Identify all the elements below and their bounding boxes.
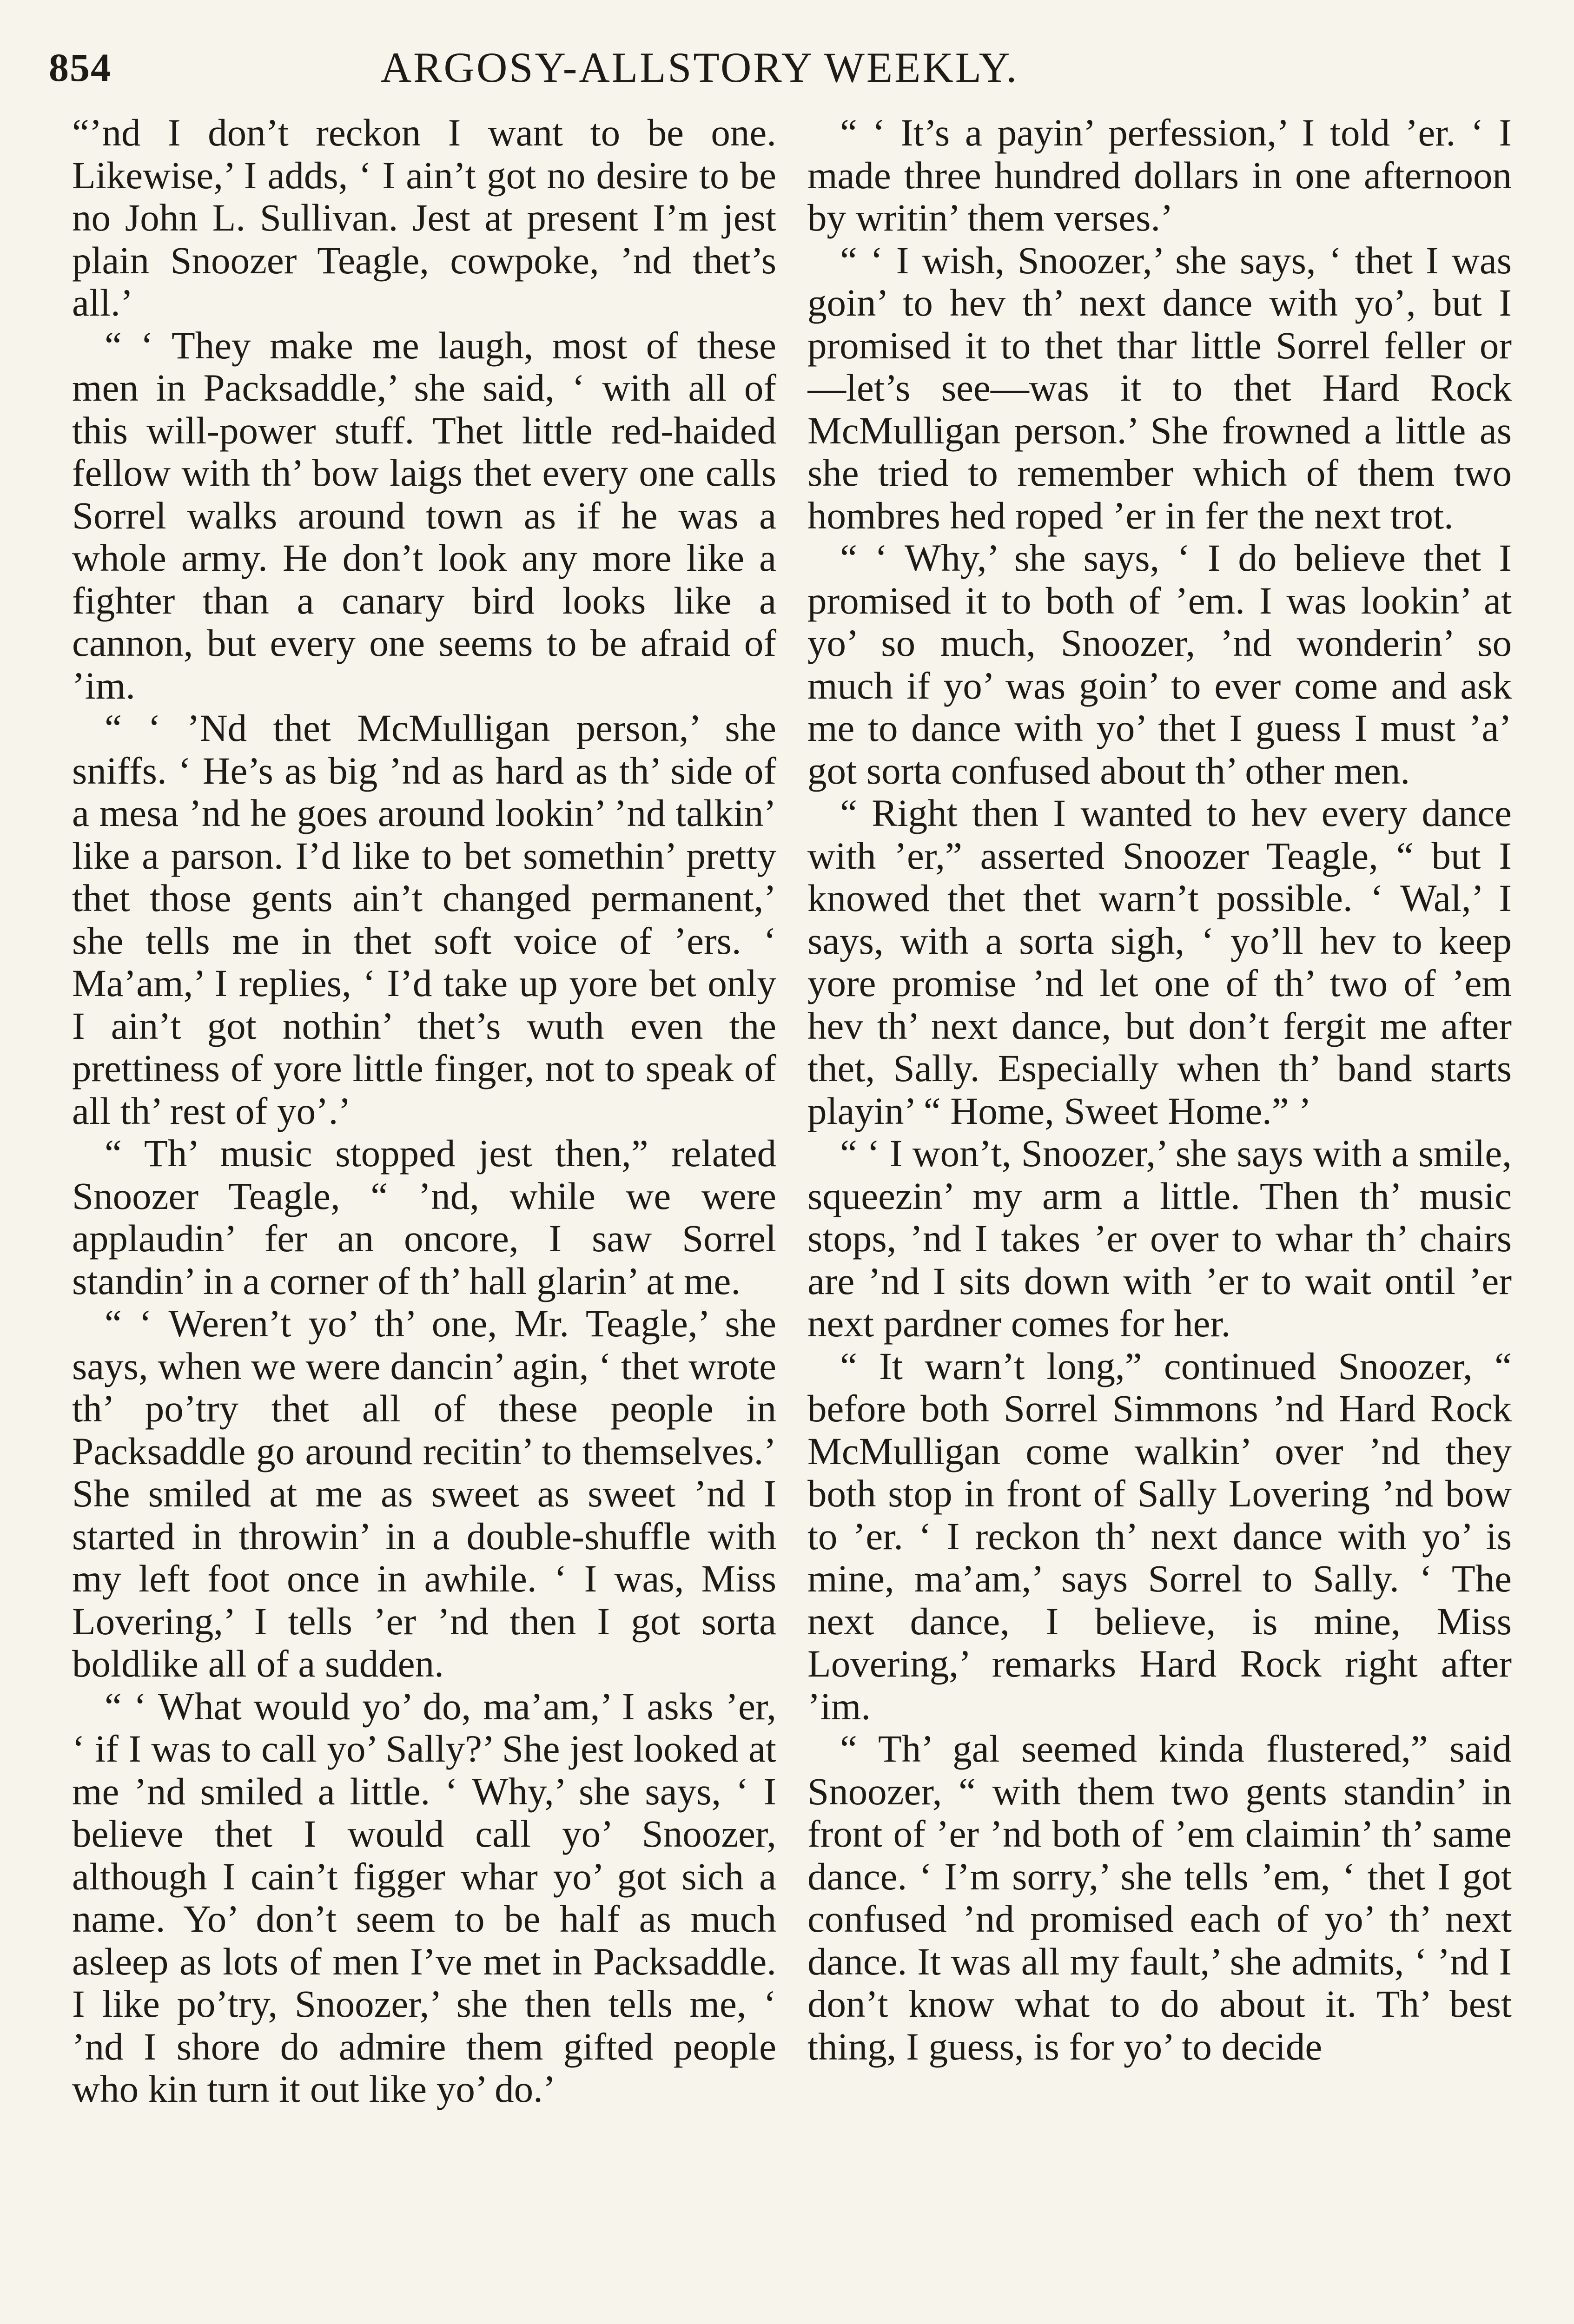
left-column	[72, 112, 776, 2324]
paragraph: “’nd I don’t reckon I want to be one. Likewise,’ I adds, ‘ I ain’t got no desire to be no John L. Sullivan. Jest at present I’m jest plain Snoozer Teagle, cowpoke, ’nd thet’s all.’	[72, 112, 776, 324]
paragraph: “ Th’ music stopped jest then,” related Snoozer Teagle, “ ’nd, while we were applaudin’ fer an oncore, I saw Sorrel standin’ in a corner of th’ hall glarin’ at me.	[72, 1132, 776, 1302]
right-column	[807, 112, 1512, 2324]
paragraph: “ ‘ ’Nd thet McMulligan person,’ she sniffs. ‘ He’s as big ’nd as hard as th’ side of a mesa ’nd he goes around lookin’ ’nd talkin’ like a parson. I’d like to bet somethin’ pretty thet those gents ain’t changed permanent,’ she tells me in thet soft voice of ’ers. ‘ Ma’am,’ I replies, ‘ I’d take up yore bet only I ain’t got nothin’ thet’s wuth even the prettiness of yore little finger, not to speak of all th’ rest of yo’.’	[72, 706, 776, 1132]
paragraph: “ ‘ They make me laugh, most of these men in Packsaddle,’ she said, ‘ with all of this will-power stuff. Thet little red-haided fellow with th’ bow laigs thet every one calls Sorrel walks around town as if he was a whole army. He don’t look any more like a fighter than a canary bird looks like a cannon, but every one seems to be afraid of ’im.	[72, 324, 776, 707]
paragraph: “ ‘ Why,’ she says, ‘ I do believe thet I promised it to both of ’em. I was lookin’ at yo’ so much, Snoozer, ’nd wonderin’ so much if yo’ was goin’ to ever come and ask me to dance with yo’ thet I guess I must ’a’ got sorta confused about th’ other men.	[807, 536, 1512, 792]
paragraph: “ Th’ gal seemed kinda flustered,” said Snoozer, “ with them two gents standin’ in front of ’er ’nd both of ’em claimin’ th’ same dance. ‘ I’m sorry,’ she tells ’em, ‘ thet I got confused ’nd promised each of yo’ th’ next dance. It was all my fault,’ she admits, ‘ ’nd I don’t know what to do about it. Th’ best thing, I guess, is for yo’ to decide	[807, 1727, 1512, 2068]
paragraph: “ It warn’t long,” continued Snoozer, “ before both Sorrel Simmons ’nd Hard Rock McMulligan come walkin’ over ’nd they both stop in front of Sally Lovering ’nd bow to ’er. ‘ I reckon th’ next dance with yo’ is mine, ma’am,’ says Sorrel to Sally. ‘ The next dance, I believe, is mine, Miss Lovering,’ remarks Hard Rock right after ’im.	[807, 1344, 1512, 1728]
paragraph: “ ‘ I won’t, Snoozer,’ she says with a smile, squeezin’ my arm a little. Then th’ music stops, ’nd I takes ’er over to whar th’ chairs are ’nd I sits down with ’er to wait ontil ’er next pardner comes for her.	[807, 1132, 1512, 1345]
page-header	[49, 33, 1536, 102]
paragraph: “ Right then I wanted to hev every dance with ’er,” asserted Snoozer Teagle, “ but I knowed thet thet warn’t possible. ‘ Wal,’ I says, with a sorta sigh, ‘ yo’ll hev to keep yore promise ’nd let one of th’ two of ’em hev th’ next dance, but don’t fergit me after thet, Sally. Especially when th’ band starts playin’ “ Home, Sweet Home.” ’	[807, 792, 1512, 1132]
page-number: 854	[49, 45, 112, 90]
paragraph: “ ‘ What would yo’ do, ma’am,’ I asks ’er, ‘ if I was to call yo’ Sally?’ She jest looked at me ’nd smiled a little. ‘ Why,’ she says, ‘ I believe thet I would call yo’ Snoozer, although I cain’t figger whar yo’ got sich a name. Yo’ don’t seem to be half as much asleep as lots of men I’ve met in Packsaddle. I like po’try, Snoozer,’ she then tells me, ‘ ’nd I shore do admire them gifted people who kin turn it out like yo’ do.’	[72, 1684, 776, 2110]
paragraph: “ ‘ Weren’t yo’ th’ one, Mr. Teagle,’ she says, when we were dancin’ agin, ‘ thet wrote th’ po’try thet all of these people in Packsaddle go around recitin’ to themselves.’ She smiled at me as sweet as sweet ’nd I started in throwin’ in a double-shuffle with my left foot once in awhile. ‘ I was, Miss Lovering,’ I tells ’er ’nd then I got sorta boldlike all of a sudden.	[72, 1302, 776, 1685]
paragraph: “ ‘ I wish, Snoozer,’ she says, ‘ thet I was goin’ to hev th’ next dance with yo’, but I promised it to thet thar little Sorrel feller or—let’s see—was it to thet Hard Rock McMulligan person.’ She frowned a little as she tried to remember which of them two hombres hed roped ’er in fer the next trot.	[807, 238, 1512, 537]
running-head: ARGOSY-ALLSTORY WEEKLY.	[380, 44, 1019, 91]
paragraph: “ ‘ It’s a payin’ perfession,’ I told ’er. ‘ I made three hundred dollars in one afternoon by writin’ them verses.’	[807, 112, 1512, 239]
